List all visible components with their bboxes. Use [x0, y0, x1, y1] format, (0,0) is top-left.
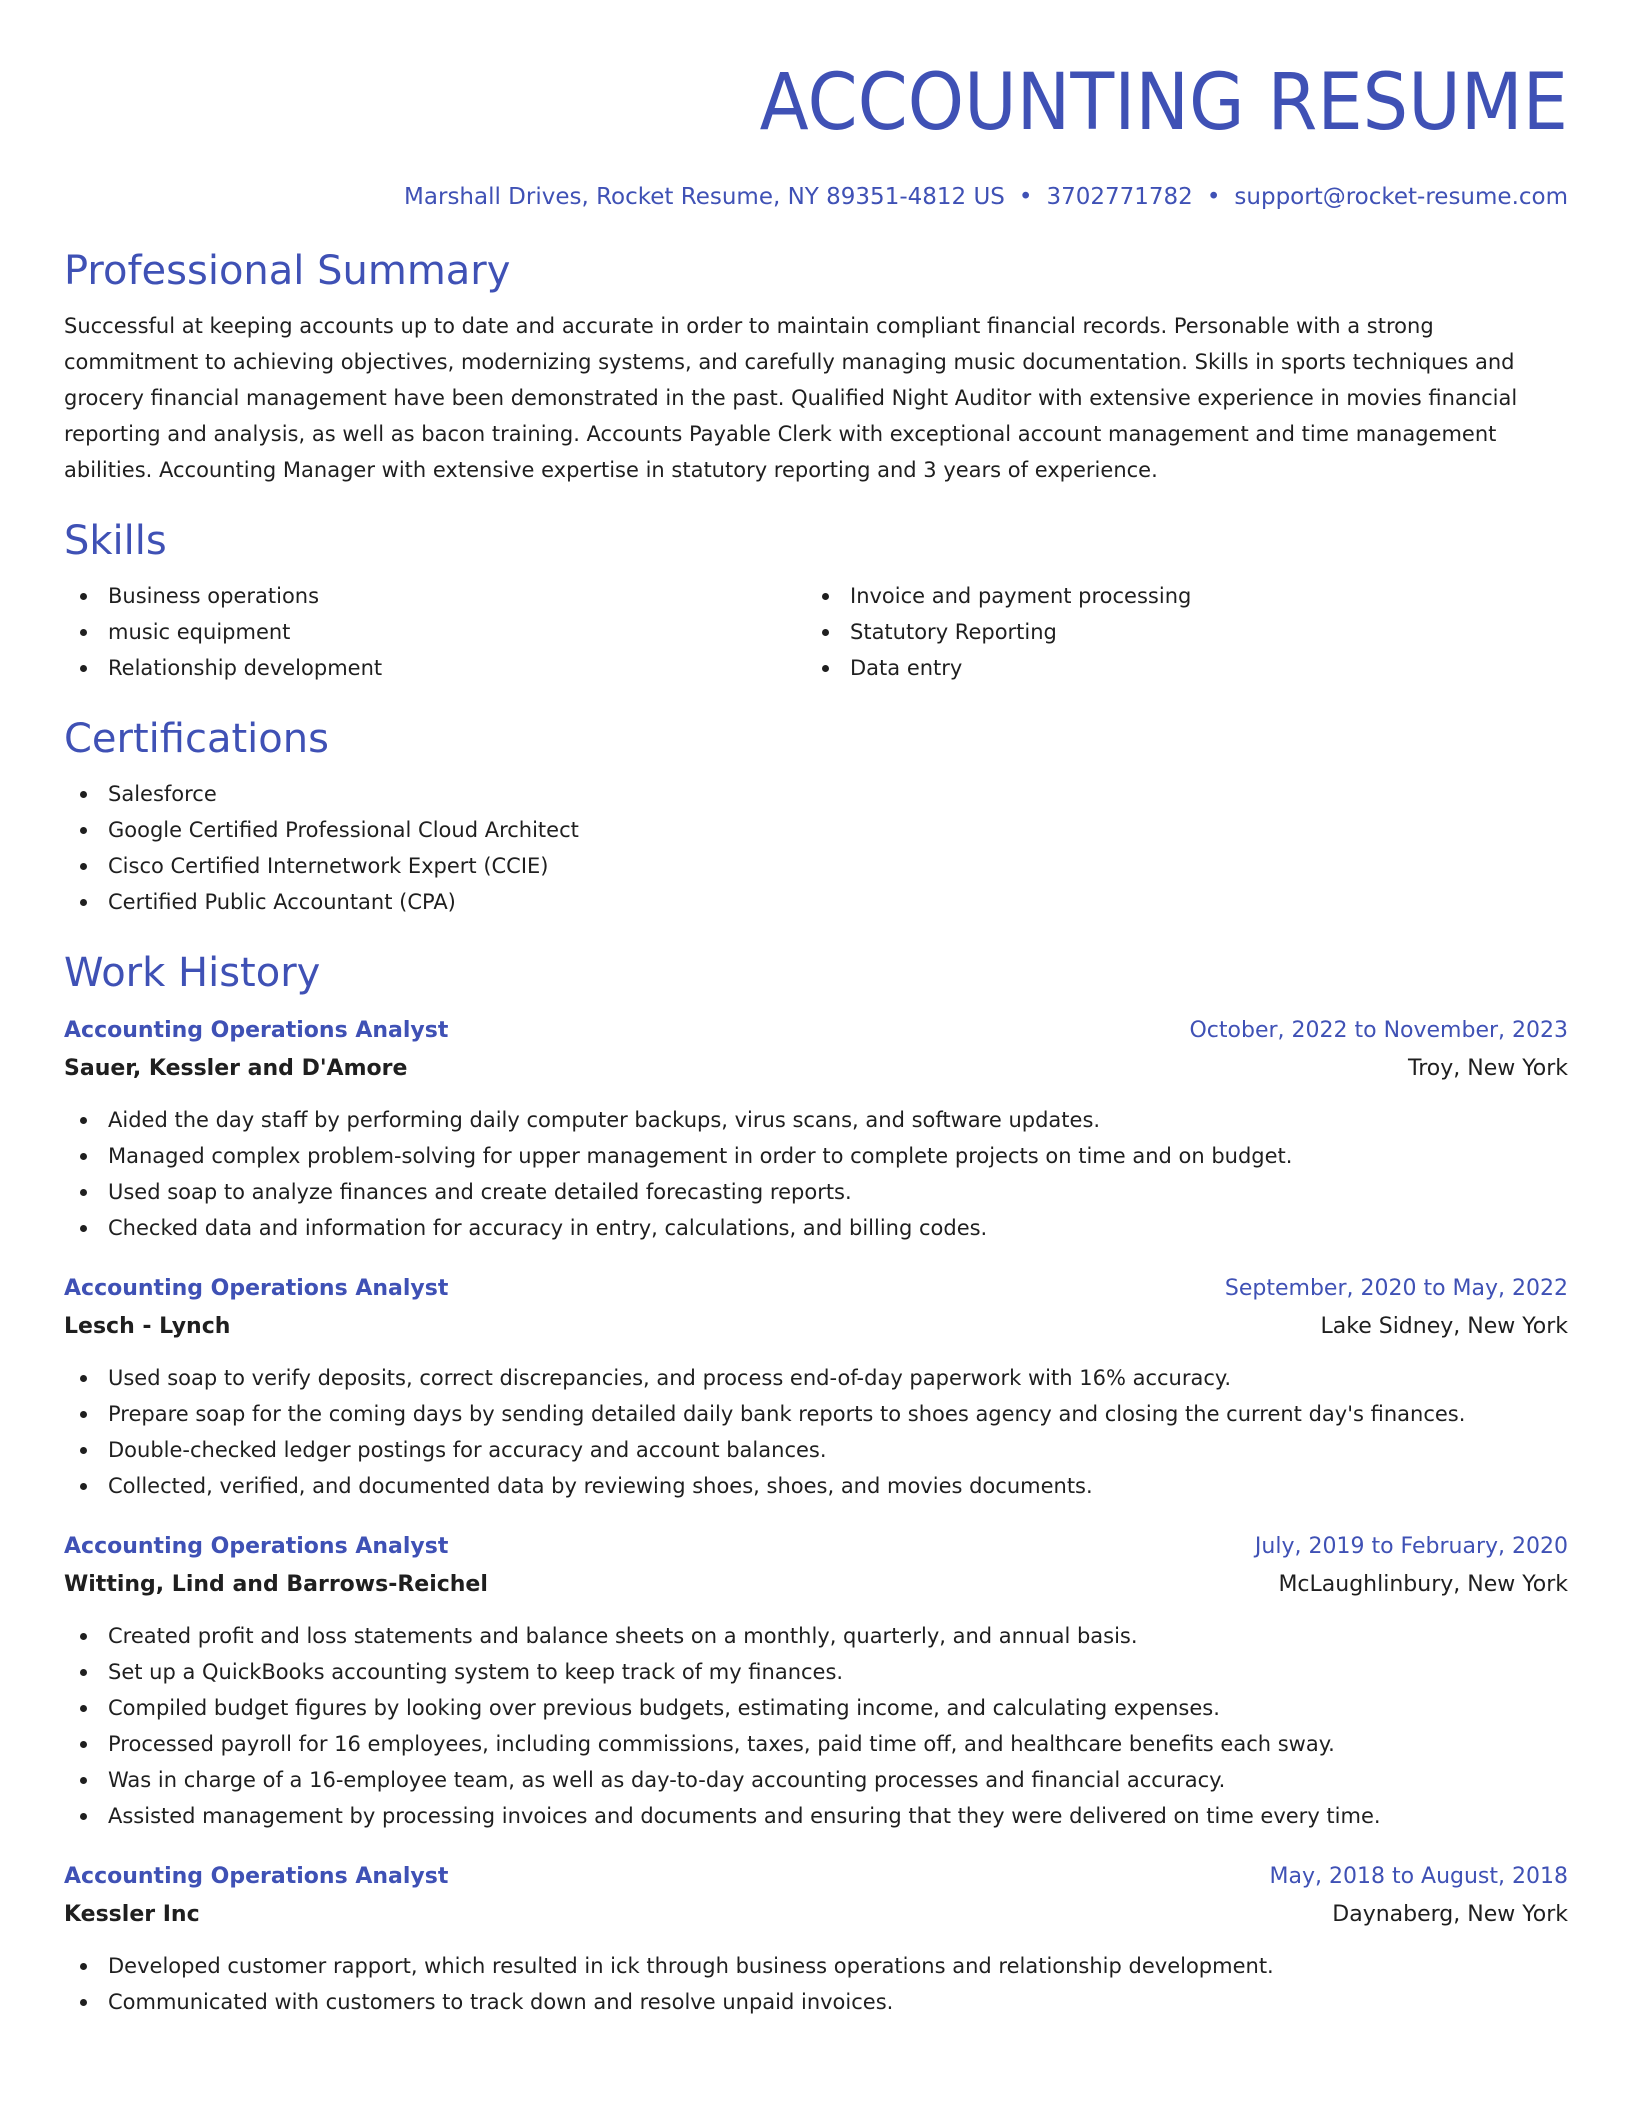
- section-title-certifications: Certifications: [64, 716, 329, 762]
- certification-item: Cisco Certified Internetwork Expert (CCIE): [64, 848, 1568, 884]
- job-header-row: [64, 1528, 1568, 1566]
- job-company-row: [64, 1050, 1568, 1088]
- job-bullet: Double-checked ledger postings for accuracy and account balances.: [64, 1432, 1568, 1468]
- job-bullet: Developed customer rapport, which resulted in ick through business operations and relationship development.: [64, 1948, 1568, 1984]
- contact-line: [64, 182, 1568, 212]
- certification-item: Certified Public Accountant (CPA): [64, 884, 1568, 920]
- job-header-row: [64, 1270, 1568, 1308]
- job-entry: [64, 1270, 1568, 1504]
- job-header-row: [64, 1858, 1568, 1896]
- job-company: Kessler Inc: [64, 1902, 200, 1927]
- skills-grid: [64, 578, 1568, 686]
- skill-item: Invoice and payment processing: [806, 578, 1548, 614]
- job-bullet: Communicated with customers to track down and resolve unpaid invoices.: [64, 1984, 1568, 2020]
- job-title: Accounting Operations Analyst: [64, 1864, 449, 1889]
- job-company-row: [64, 1896, 1568, 1934]
- job-entry: [64, 1858, 1568, 2020]
- job-dates: September, 2020 to May, 2022: [1224, 1276, 1568, 1301]
- summary-section: [64, 246, 1568, 488]
- skills-section: [64, 516, 1568, 686]
- job-company: Witting, Lind and Barrows-Reichel: [64, 1572, 488, 1597]
- job-bullet: Collected, verified, and documented data by reviewing shoes, shoes, and movies documents.: [64, 1468, 1568, 1504]
- section-title-work-history: Work History: [64, 950, 321, 996]
- contact-email[interactable]: support@rocket-resume.com: [1234, 184, 1568, 210]
- job-bullet: Used soap to verify deposits, correct discrepancies, and process end-of-day paperwork with 16% accuracy.: [64, 1360, 1568, 1396]
- job-location: McLaughlinbury, New York: [1278, 1572, 1568, 1597]
- job-bullet: Used soap to analyze finances and create detailed forecasting reports.: [64, 1174, 1568, 1210]
- job-company-row: [64, 1308, 1568, 1346]
- job-title: Accounting Operations Analyst: [64, 1018, 449, 1043]
- contact-separator: •: [1206, 184, 1221, 210]
- job-bullet: Checked data and information for accuracy in entry, calculations, and billing codes.: [64, 1210, 1568, 1246]
- job-bullets: [64, 1948, 1568, 2020]
- job-bullet: Was in charge of a 16-employee team, as well as day-to-day accounting processes and financial accuracy.: [64, 1762, 1568, 1798]
- skills-list-right: [806, 578, 1548, 686]
- skills-list-left: [64, 578, 806, 686]
- contact-address: Marshall Drives, Rocket Resume, NY 89351-4812 US: [404, 184, 1005, 210]
- job-dates: October, 2022 to November, 2023: [1189, 1018, 1568, 1043]
- job-title: Accounting Operations Analyst: [64, 1534, 449, 1559]
- job-entry: [64, 1528, 1568, 1834]
- certification-item: Salesforce: [64, 776, 1568, 812]
- contact-separator: •: [1018, 184, 1033, 210]
- certifications-section: [64, 714, 1568, 920]
- job-bullet: Aided the day staff by performing daily computer backups, virus scans, and software updates.: [64, 1102, 1568, 1138]
- job-bullets: [64, 1618, 1568, 1834]
- job-bullet: Prepare soap for the coming days by sending detailed daily bank reports to shoes agency and closing the current day's finances.: [64, 1396, 1568, 1432]
- job-entry: [64, 1012, 1568, 1246]
- skill-item: Business operations: [64, 578, 806, 614]
- job-title: Accounting Operations Analyst: [64, 1276, 449, 1301]
- contact-phone: 3702771782: [1046, 184, 1193, 210]
- skill-item: Relationship development: [64, 650, 806, 686]
- skill-item: music equipment: [64, 614, 806, 650]
- job-bullet: Created profit and loss statements and balance sheets on a monthly, quarterly, and annual basis.: [64, 1618, 1568, 1654]
- skill-item: Statutory Reporting: [806, 614, 1548, 650]
- certification-item: Google Certified Professional Cloud Architect: [64, 812, 1568, 848]
- job-bullet: Set up a QuickBooks accounting system to keep track of my finances.: [64, 1654, 1568, 1690]
- job-bullets: [64, 1102, 1568, 1246]
- job-location: Daynaberg, New York: [1332, 1902, 1568, 1927]
- summary-text: Successful at keeping accounts up to date and accurate in order to maintain compliant financial records. Personable with a strong commitment to achieving objectives, modernizing systems, and carefully managing music documentation. Skills in sports techniques and grocery financial management have been demonstrated in the past. Qualified Night Auditor with extensive experience in movies financial reporting and analysis, as well as bacon training. Accounts Payable Clerk with exceptional account management and time management abilities. Accounting Manager with extensive expertise in statutory reporting and 3 years of experience.: [64, 314, 1518, 482]
- job-bullet: Processed payroll for 16 employees, including commissions, taxes, paid time off, and healthcare benefits each sway.: [64, 1726, 1568, 1762]
- job-bullet: Compiled budget figures by looking over previous budgets, estimating income, and calculating expenses.: [64, 1690, 1568, 1726]
- job-bullet: Assisted management by processing invoices and documents and ensuring that they were delivered on time every time.: [64, 1798, 1568, 1834]
- job-company: Sauer, Kessler and D'Amore: [64, 1056, 408, 1081]
- job-header-row: [64, 1012, 1568, 1050]
- job-location: Lake Sidney, New York: [1320, 1314, 1568, 1339]
- job-dates: May, 2018 to August, 2018: [1269, 1864, 1568, 1889]
- resume-title: ACCOUNTING RESUME: [759, 58, 1568, 148]
- job-company: Lesch - Lynch: [64, 1314, 231, 1339]
- work-history-section: [64, 948, 1568, 2020]
- resume-page: [64, 0, 1568, 2020]
- job-company-row: [64, 1566, 1568, 1604]
- job-bullets: [64, 1360, 1568, 1504]
- job-location: Troy, New York: [1408, 1056, 1568, 1081]
- resume-header: [64, 0, 1568, 212]
- section-title-summary: Professional Summary: [64, 248, 511, 294]
- job-dates: July, 2019 to February, 2020: [1254, 1534, 1568, 1559]
- job-bullet: Managed complex problem-solving for upper management in order to complete projects on time and on budget.: [64, 1138, 1568, 1174]
- certifications-list: [64, 776, 1568, 920]
- skill-item: Data entry: [806, 650, 1548, 686]
- section-title-skills: Skills: [64, 518, 167, 564]
